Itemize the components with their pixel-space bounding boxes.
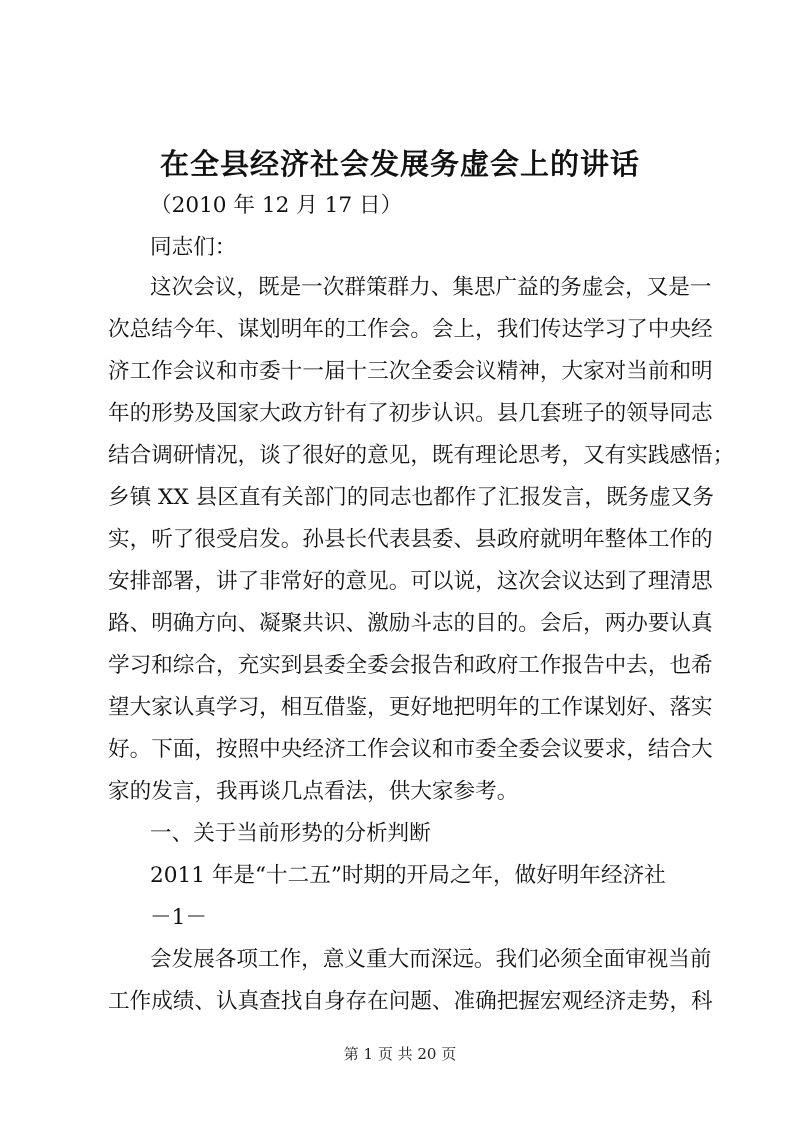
paragraph-line: 乡镇 XX 县区直有关部门的同志也都作了汇报发言，既务虚又务 <box>108 485 714 510</box>
paragraph-line: 结合调研情况，谈了很好的意见，既有理论思考，又有实践感悟； <box>108 443 735 468</box>
paragraph-line: 好。下面，按照中央经济工作会议和市委全委会议要求，结合大 <box>108 737 713 762</box>
paragraph-line: 年的形势及国家大政方针有了初步认识。县几套班子的领导同志 <box>108 401 713 426</box>
paragraph-line: 实，听了很受启发。孙县长代表县委、县政府就明年整体工作的 <box>108 527 713 552</box>
section-heading: 一、关于当前形势的分析判断 <box>150 821 431 846</box>
paragraph-line: 路、明确方向、凝聚共识、激励斗志的目的。会后，两办要认真 <box>108 611 713 636</box>
paragraph-line: 次总结今年、谋划明年的工作会。会上，我们传达学习了中央经 <box>108 317 713 342</box>
paragraph-line: 这次会议，既是一次群策群力、集思广益的务虚会，又是一 <box>150 275 712 300</box>
paragraph-line: 安排部署，讲了非常好的意见。可以说，这次会议达到了理清思 <box>108 569 713 594</box>
paragraph-line: 望大家认真学习，相互借鉴，更好地把明年的工作谋划好、落实 <box>108 695 713 720</box>
paragraph-line: 学习和综合，充实到县委全委会报告和政府工作报告中去，也希 <box>108 653 713 678</box>
paragraph-line: 工作成绩、认真查找自身存在问题、准确把握宏观经济走势，科 <box>108 989 713 1014</box>
paragraph-line: 2011 年是“十二五”时期的开局之年，做好明年经济社 <box>150 863 666 888</box>
salutation: 同志们： <box>150 235 237 260</box>
paragraph-line: 会发展各项工作，意义重大而深远。我们必须全面审视当前 <box>150 947 712 972</box>
document-title: 在全县经济社会发展务虚会上的讲话 <box>159 147 640 181</box>
page-footer: 第 1 页 共 20 页 <box>343 1045 457 1063</box>
speech-date: （2010 年 12 月 17 日） <box>150 193 403 218</box>
page-marker: －1－ <box>150 905 207 930</box>
paragraph-line: 家的发言，我再谈几点看法，供大家参考。 <box>108 779 519 804</box>
paragraph-line: 济工作会议和市委十一届十三次全委会议精神，大家对当前和明 <box>108 359 713 384</box>
